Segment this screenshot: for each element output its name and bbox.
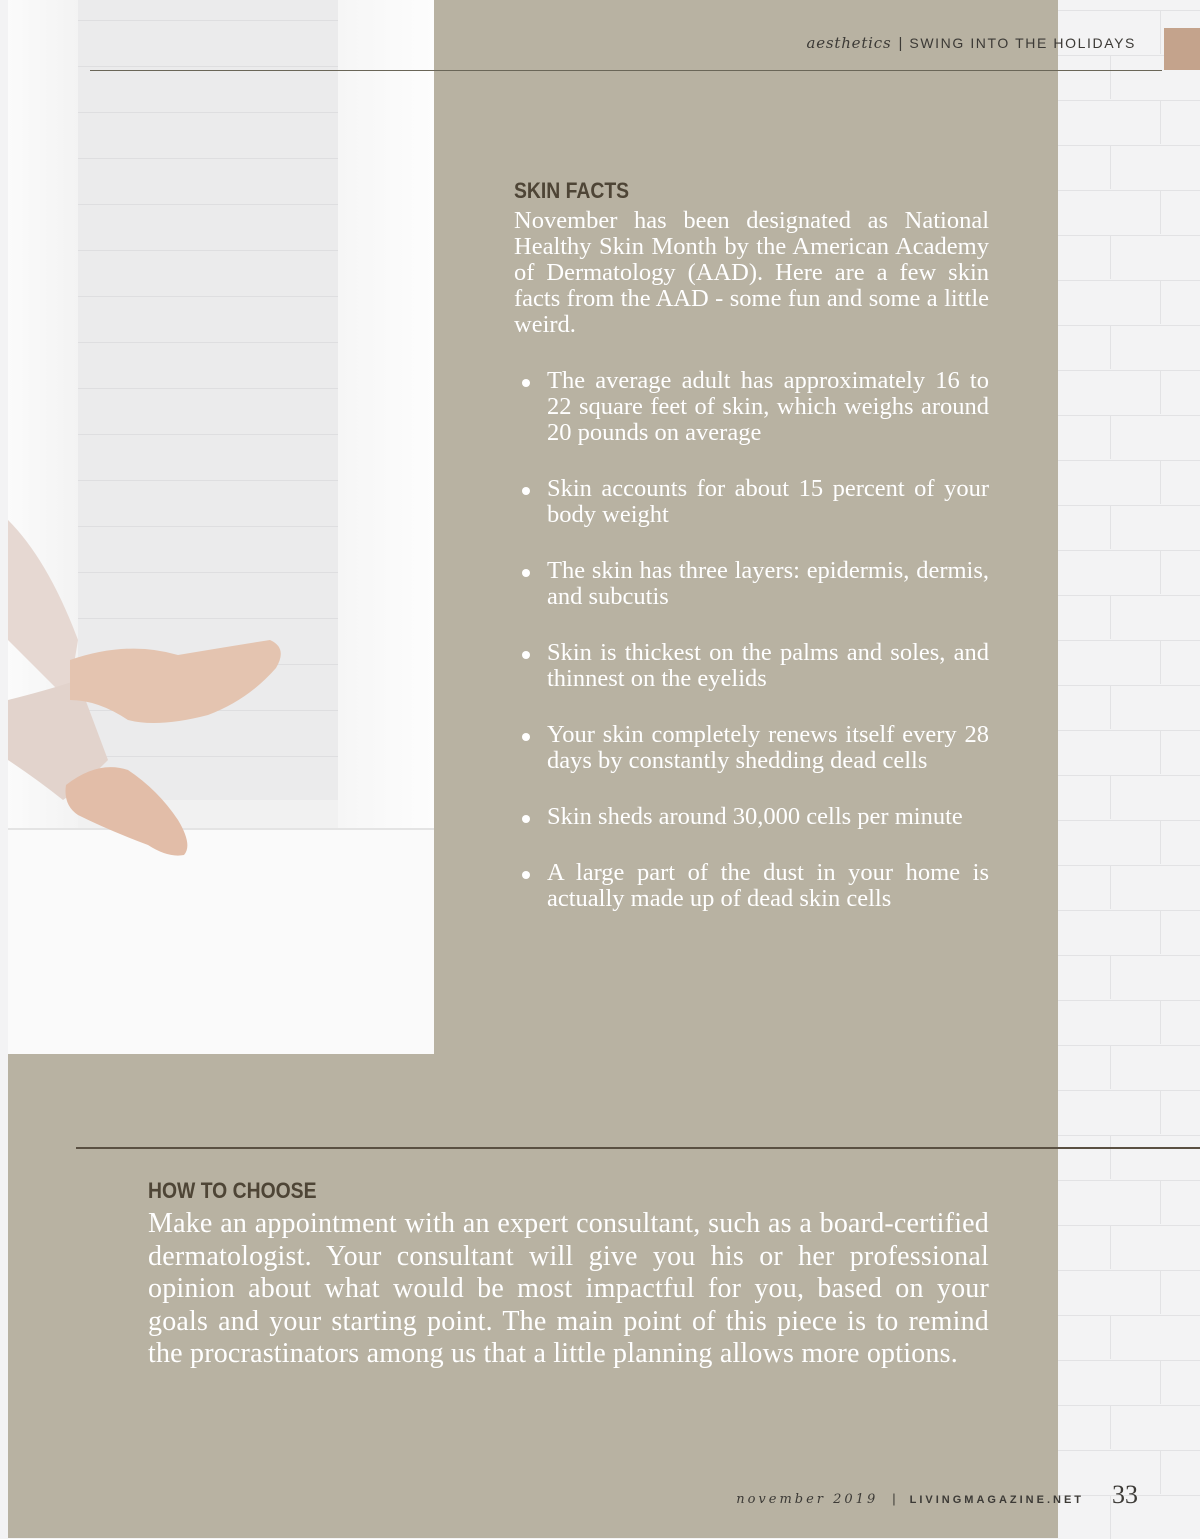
brick-mortar-line [1056,1135,1200,1136]
brick-mortar-line [1056,10,1200,11]
brick-joint [1160,1450,1161,1494]
brick-joint [1160,1090,1161,1134]
brick-mortar-line [1056,910,1200,911]
brick-mortar-line [1056,1000,1200,1001]
fact-text: Skin is thickest on the palms and soles, and thinnest on the eyelids [547,639,989,692]
brick-mortar-line [1056,190,1200,191]
brick-mortar-line [1056,235,1200,236]
header-section-name: aesthetics [806,34,892,52]
fact-text: The skin has three layers: epidermis, dermis, and subcutis [547,557,989,610]
brick-mortar-line [1056,1315,1200,1316]
brick-joint [1110,865,1111,909]
brick-mortar-line [1056,550,1200,551]
header-article-title: SWING INTO THE HOLIDAYS [909,35,1136,51]
brick-joint [1160,190,1161,234]
running-header [806,34,1136,56]
page-number: 33 [1112,1480,1138,1509]
brick-mortar-line [1056,1180,1200,1181]
list-item [514,804,989,830]
brick-joint [1110,415,1111,459]
brick-mortar-line [1056,730,1200,731]
bullet-icon [522,815,530,823]
brick-joint [1160,640,1161,684]
how-to-choose-section [148,1178,989,1371]
brick-joint [1160,280,1161,324]
brick-mortar-line [1056,370,1200,371]
brick-mortar-line [1056,1270,1200,1271]
brick-mortar-line [1056,505,1200,506]
brick-mortar-line [1056,775,1200,776]
brick-mortar-line [1056,280,1200,281]
fact-text: Your skin completely renews itself every 28 days by constantly shedding dead cells [547,721,989,774]
brick-joint [1160,550,1161,594]
header-rule [90,70,1162,71]
brick-mortar-line [1056,460,1200,461]
brick-joint [1110,1315,1111,1359]
brick-joint [1160,460,1161,504]
brick-joint [1110,1405,1111,1449]
brick-joint [1160,370,1161,414]
brick-joint [1110,505,1111,549]
brick-mortar-line [1056,1360,1200,1361]
fact-text: Skin accounts for about 15 percent of your body weight [547,475,989,528]
brick-mortar-line [1056,955,1200,956]
brick-mortar-line [1056,1090,1200,1091]
list-item [514,476,989,528]
brick-joint [1110,775,1111,819]
brick-joint [1110,1135,1111,1179]
brick-joint [1160,1180,1161,1224]
brick-mortar-line [1056,595,1200,596]
brick-mortar-line [1056,1225,1200,1226]
list-item [514,558,989,610]
brick-mortar-line [1056,1045,1200,1046]
skin-facts-heading: SKIN FACTS [514,178,630,203]
brick-joint [1160,1270,1161,1314]
list-item [514,722,989,774]
brick-joint [1110,685,1111,729]
brick-mortar-line [1056,100,1200,101]
skin-facts-section [514,178,989,942]
brick-joint [1110,325,1111,369]
header-separator: | [898,35,903,52]
brick-joint [1110,235,1111,279]
brick-mortar-line [1056,685,1200,686]
bullet-icon [522,569,530,577]
brick-mortar-line [1056,415,1200,416]
list-item [514,640,989,692]
brick-joint [1160,820,1161,864]
brick-joint [1160,910,1161,954]
brick-mortar-line [1056,1450,1200,1451]
brick-joint [1110,595,1111,639]
skin-facts-list [514,368,989,912]
brick-joint [1160,1000,1161,1044]
section-divider [76,1147,1200,1149]
footer-website: LIVINGMAGAZINE.NET [909,1494,1084,1506]
brick-joint [1160,730,1161,774]
brick-mortar-line [1056,640,1200,641]
brick-joint [1110,145,1111,189]
brick-mortar-line [1056,1405,1200,1406]
how-to-choose-body: Make an appointment with an expert consultant, such as a board-certified dermatologist. Your consultant will give you his or her professional opinion about what would be most impactful for you, based on your goals and your starting point. The main point of this piece is to remind the procrastinators among us that a little planning allows more options. [148,1208,989,1370]
brick-joint [1110,1045,1111,1089]
footer-issue-date: november 2019 [736,1492,879,1507]
how-to-choose-heading: HOW TO CHOOSE [148,1178,317,1203]
bullet-icon [522,379,530,387]
fact-text: A large part of the dust in your home is actually made up of dead skin cells [547,859,989,912]
brick-joint [1160,10,1161,54]
feet-photo [8,0,434,1054]
header-color-tab [1164,28,1200,70]
brick-joint [1110,1225,1111,1269]
brick-mortar-line [1056,325,1200,326]
bullet-icon [522,871,530,879]
feet-illustration [8,0,434,1054]
page-footer [736,1480,1138,1510]
brick-mortar-line [1056,820,1200,821]
footer-separator: | [892,1491,896,1506]
bullet-icon [522,733,530,741]
fact-text: Skin sheds around 30,000 cells per minute [547,803,963,830]
brick-mortar-line [1056,865,1200,866]
brick-joint [1110,955,1111,999]
bullet-icon [522,651,530,659]
brick-mortar-line [1056,145,1200,146]
list-item [514,368,989,446]
list-item [514,860,989,912]
brick-joint [1160,1360,1161,1404]
brick-joint [1110,55,1111,99]
skin-facts-intro: November has been designated as National Healthy Skin Month by the American Academy of Dermatology (AAD). Here are a few skin facts from the AAD - some fun and some a little weird. [514,207,989,338]
bullet-icon [522,487,530,495]
fact-text: The average adult has approximately 16 to 22 square feet of skin, which weighs around 20 pounds on average [547,367,989,446]
brick-joint [1160,100,1161,144]
